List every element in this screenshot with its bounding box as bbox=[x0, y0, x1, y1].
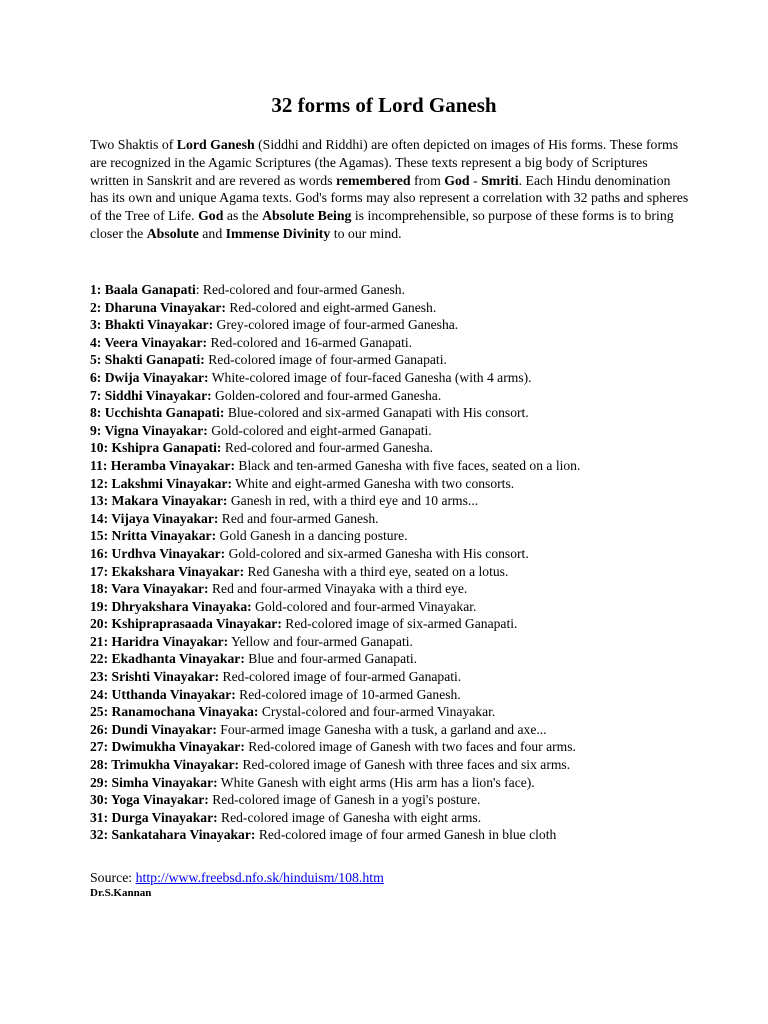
intro-text-7: is incomprehensible, so purpose of these forms is to bring closer the bbox=[90, 208, 674, 241]
list-item bbox=[90, 703, 730, 721]
intro-bold-immense-divinity: Immense Divinity bbox=[225, 225, 331, 241]
form-description: White Ganesh with eight arms (His arm has a lion's face). bbox=[217, 774, 535, 790]
list-item bbox=[90, 756, 730, 774]
list-item bbox=[90, 457, 730, 475]
form-description: Red-colored image of Ganesha with eight arms. bbox=[217, 809, 482, 825]
form-description: Red and four-armed Ganesh. bbox=[218, 510, 379, 526]
list-item bbox=[90, 404, 730, 422]
form-name: 5: Shakti Ganapati: bbox=[90, 352, 205, 368]
form-description: Red-colored image of four-armed Ganapati. bbox=[204, 352, 447, 368]
form-name: 19: Dhryakshara Vinayaka: bbox=[90, 598, 252, 614]
list-item bbox=[90, 316, 730, 334]
list-item bbox=[90, 299, 730, 317]
form-description: Red-colored image of Ganesh with two faces and four arms. bbox=[244, 739, 576, 755]
form-description: Red-colored image of Ganesh in a yogi's posture. bbox=[208, 792, 481, 808]
form-name: 28: Trimukha Vinayakar: bbox=[90, 757, 240, 773]
form-description: Ganesh in red, with a third eye and 10 arms... bbox=[227, 493, 479, 509]
list-item bbox=[90, 721, 730, 739]
list-item bbox=[90, 527, 730, 545]
form-name: 24: Utthanda Vinayakar: bbox=[90, 686, 236, 702]
form-description: Red-colored image of Ganesh with three faces and six arms. bbox=[239, 757, 571, 773]
form-name: 21: Haridra Vinayakar: bbox=[90, 633, 229, 649]
list-item bbox=[90, 668, 730, 686]
list-item bbox=[90, 738, 730, 756]
form-name: 15: Nritta Vinayakar: bbox=[90, 528, 217, 544]
intro-bold-remembered: remembered bbox=[335, 172, 411, 188]
form-name: 26: Dundi Vinayakar: bbox=[90, 721, 217, 737]
list-item bbox=[90, 510, 730, 528]
list-item bbox=[90, 351, 730, 369]
form-description: : Red-colored and four-armed Ganesh. bbox=[195, 282, 405, 297]
intro-bold-god-2: God bbox=[198, 208, 224, 224]
intro-text-5: . Each Hindu denomination has its own and unique Agama texts. God's forms may also represent a correlation with 32 paths and spheres of the Tree of Life. bbox=[90, 172, 689, 224]
intro-bold-god: God bbox=[444, 172, 470, 188]
intro-text-2: (Siddhi and Riddhi) are often depicted on images of His forms. These forms are recognized in the Agamic Scriptures (the Agamas). These texts represent a big body of Scriptures written in Sanskrit and are revered as words bbox=[90, 137, 679, 188]
list-item bbox=[90, 387, 730, 405]
list-item bbox=[90, 791, 730, 809]
form-name: 25: Ranamochana Vinayaka: bbox=[90, 704, 259, 720]
list-item bbox=[90, 439, 730, 457]
list-item bbox=[90, 615, 730, 633]
list-item bbox=[90, 334, 730, 352]
form-name: 12: Lakshmi Vinayakar: bbox=[90, 475, 233, 491]
form-name: 1: Baala Ganapati bbox=[90, 282, 196, 297]
form-description: Grey-colored image of four-armed Ganesha. bbox=[213, 317, 459, 333]
intro-text-4: - bbox=[469, 172, 482, 188]
intro-paragraph bbox=[90, 136, 690, 243]
intro-text-3: from bbox=[410, 172, 445, 188]
form-name: 4: Veera Vinayakar: bbox=[90, 334, 208, 350]
form-name: 6: Dwija Vinayakar: bbox=[90, 369, 209, 385]
form-name: 27: Dwimukha Vinayakar: bbox=[90, 739, 245, 755]
form-description: Gold-colored and four-armed Vinayakar. bbox=[251, 598, 477, 614]
form-description: Four-armed image Ganesha with a tusk, a garland and axe... bbox=[216, 721, 547, 737]
list-item bbox=[90, 545, 730, 563]
form-description: Red-colored image of 10-armed Ganesh. bbox=[235, 686, 461, 702]
form-description: Red-colored image of four-armed Ganapati. bbox=[219, 669, 462, 685]
form-description: Red and four-armed Vinayaka with a third eye. bbox=[208, 581, 468, 597]
form-name: 2: Dharuna Vinayakar: bbox=[90, 299, 226, 315]
form-name: 17: Ekakshara Vinayakar: bbox=[90, 563, 245, 579]
list-item bbox=[90, 633, 730, 651]
form-name: 3: Bhakti Vinayakar: bbox=[90, 317, 214, 333]
intro-text-6: as the bbox=[223, 208, 263, 224]
form-name: 11: Heramba Vinayakar: bbox=[90, 457, 235, 473]
form-name: 8: Ucchishta Ganapati: bbox=[90, 405, 225, 421]
form-description: Red-colored and eight-armed Ganesh. bbox=[225, 299, 437, 315]
intro-text-9: to our mind. bbox=[330, 225, 402, 241]
form-name: 29: Simha Vinayakar: bbox=[90, 774, 218, 790]
list-item bbox=[90, 809, 730, 827]
form-description: Black and ten-armed Ganesha with five faces, seated on a lion. bbox=[235, 457, 581, 473]
list-item bbox=[90, 580, 730, 598]
form-description: Red Ganesha with a third eye, seated on a lotus. bbox=[244, 563, 509, 579]
form-name: 18: Vara Vinayakar: bbox=[90, 581, 209, 597]
form-name: 10: Kshipra Ganapati: bbox=[90, 440, 222, 456]
list-item bbox=[90, 598, 730, 616]
list-item bbox=[90, 774, 730, 792]
forms-list bbox=[90, 281, 730, 844]
form-name: 7: Siddhi Vinayakar: bbox=[90, 387, 212, 403]
intro-text-8: and bbox=[198, 225, 226, 241]
form-name: 23: Srishti Vinayakar: bbox=[90, 669, 220, 685]
form-description: Gold-colored and six-armed Ganesha with His consort. bbox=[225, 545, 529, 561]
list-item bbox=[90, 563, 730, 581]
list-item bbox=[90, 475, 730, 493]
form-name: 32: Sankatahara Vinayakar: bbox=[90, 827, 256, 843]
form-description: Red-colored and 16-armed Ganapati. bbox=[207, 334, 413, 350]
list-item bbox=[90, 281, 730, 299]
page-title: 32 forms of Lord Ganesh bbox=[271, 93, 497, 117]
form-description: White-colored image of four-faced Ganesha (with 4 arms). bbox=[208, 369, 532, 385]
form-description: Golden-colored and four-armed Ganesha. bbox=[211, 387, 442, 403]
form-description: Blue-colored and six-armed Ganapati with His consort. bbox=[224, 405, 529, 421]
form-name: 31: Durga Vinayakar: bbox=[90, 809, 218, 825]
source-label: Source: bbox=[90, 870, 136, 885]
form-name: 30: Yoga Vinayakar: bbox=[90, 792, 209, 808]
source-line bbox=[90, 869, 384, 887]
intro-text-1: Two Shaktis of bbox=[90, 137, 177, 152]
form-name: 13: Makara Vinayakar: bbox=[90, 493, 228, 509]
list-item bbox=[90, 650, 730, 668]
list-item bbox=[90, 422, 730, 440]
author-signature: Dr.S.Kannan bbox=[90, 887, 152, 899]
form-description: Gold-colored and eight-armed Ganapati. bbox=[207, 422, 432, 438]
list-item bbox=[90, 686, 730, 704]
form-description: Red-colored image of four armed Ganesh in blue cloth bbox=[255, 827, 557, 843]
form-description: Red-colored and four-armed Ganesha. bbox=[221, 440, 433, 456]
intro-bold-absolute-being: Absolute Being bbox=[262, 208, 352, 224]
list-item bbox=[90, 826, 730, 844]
form-description: White and eight-armed Ganesha with two consorts. bbox=[232, 475, 515, 491]
form-name: 16: Urdhva Vinayakar: bbox=[90, 545, 226, 561]
form-name: 14: Vijaya Vinayakar: bbox=[90, 510, 219, 526]
form-description: Crystal-colored and four-armed Vinayakar. bbox=[258, 704, 496, 720]
form-description: Red-colored image of six-armed Ganapati. bbox=[281, 616, 518, 632]
source-link[interactable]: http://www.freebsd.nfo.sk/hinduism/108.htm bbox=[135, 870, 384, 885]
form-name: 22: Ekadhanta Vinayakar: bbox=[90, 651, 245, 667]
list-item bbox=[90, 492, 730, 510]
list-item bbox=[90, 369, 730, 387]
form-description: Yellow and four-armed Ganapati. bbox=[228, 633, 413, 649]
form-description: Blue and four-armed Ganapati. bbox=[244, 651, 418, 667]
intro-bold-smriti: Smriti bbox=[481, 172, 519, 188]
intro-bold-absolute: Absolute bbox=[146, 225, 199, 241]
form-name: 9: Vigna Vinayakar: bbox=[90, 422, 208, 438]
form-description: Gold Ganesh in a dancing posture. bbox=[216, 528, 408, 544]
intro-bold-lord-ganesh: Lord Ganesh bbox=[176, 137, 255, 152]
form-name: 20: Kshipraprasaada Vinayakar: bbox=[90, 616, 282, 632]
